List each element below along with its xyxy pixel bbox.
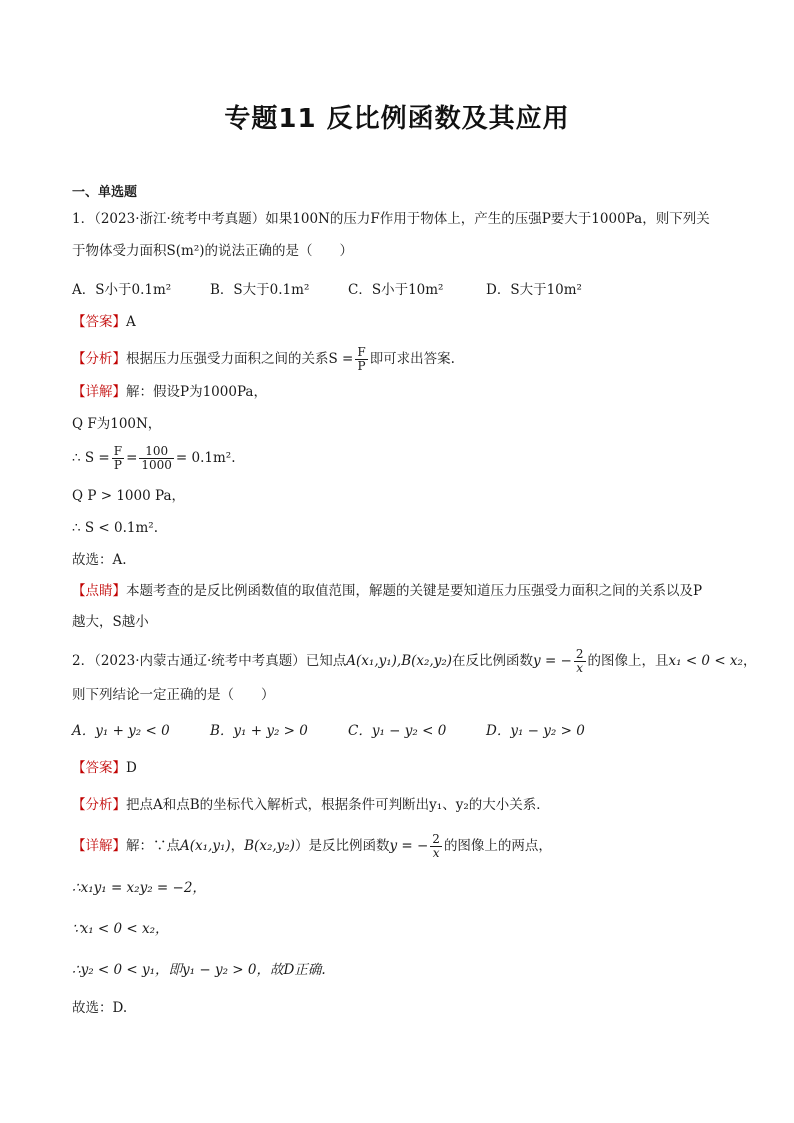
q1-analysis-fraction — [355, 346, 367, 373]
q2-stem-text-b: 在反比例函数 — [452, 653, 534, 669]
q1-comment — [72, 581, 702, 601]
q1-option-d: D．S大于10m² — [486, 282, 582, 298]
analysis-tag: 【分析】 — [72, 797, 126, 813]
q2-analysis — [72, 795, 550, 815]
q2-stem-fraction — [574, 648, 586, 675]
q2-detail-text-a: 解：∵点 — [126, 838, 180, 854]
q1-detail3-fraction2 — [139, 445, 174, 472]
section-heading: 一、单选题 — [72, 185, 138, 200]
q1-stem-line1: 1．（2023·浙江·统考中考真题）如果100N的压力F作用于物体上，产生的压强P要大于1000Pa，则下列关 — [72, 211, 710, 227]
fraction-denominator: 1000 — [141, 458, 172, 472]
q2-stem-line1 — [72, 645, 756, 677]
fraction-denominator: P — [113, 458, 122, 472]
q1-stem-unit: (m²) — [175, 243, 205, 259]
q1-option-b: B．S大于0.1m² — [210, 282, 310, 298]
q1-comment-line1: 本题考查的是反比例函数值的取值范围，解题的关键是要知道压力压强受力面积之间的关系以及P — [126, 583, 703, 599]
q1-detail3-equals: = — [126, 450, 138, 466]
q2-answer — [72, 758, 137, 778]
q2-option-a: A．y₁ + y₂ < 0 — [72, 723, 170, 739]
q1-detail-line1: 解：假设P为1000Pa， — [126, 384, 267, 400]
fraction-numerator: 2 — [432, 832, 440, 846]
detail-tag: 【详解】 — [72, 384, 126, 400]
fraction-denominator: P — [357, 359, 366, 373]
q2-detail-fraction — [430, 833, 442, 860]
q1-analysis-text-a: 根据压力压强受力面积之间的关系S = — [126, 351, 354, 367]
q2-detail-point-a: A(x₁,y₁) — [180, 838, 231, 854]
q1-detail3-text-b: = 0.1m². — [175, 450, 236, 466]
q2-options — [72, 721, 585, 741]
q1-answer-value: A — [126, 314, 136, 330]
q1-detail-line5: ∴ S < 0.1m². — [72, 520, 158, 536]
q2-detail-point-b: B(x₂,y₂) — [244, 838, 295, 854]
q2-step-3: ∴y₂ < 0 < y₁，即y₁ − y₂ > 0，故D正确. — [72, 962, 326, 978]
q1-stem-text-a: 于物体受力面积S — [72, 243, 176, 259]
fraction-numerator: F — [357, 345, 366, 359]
fraction-denominator: x — [432, 846, 440, 860]
q2-stem-text-c: 的图像上，且 — [587, 653, 669, 669]
q2-stem-text-a: 2．（2023·内蒙古通辽·统考中考真题）已知点 — [72, 653, 347, 669]
q2-stem-points: A(x₁,y₁),B(x₂,y₂) — [346, 653, 453, 669]
q2-conclusion: 故选：D. — [72, 1000, 128, 1016]
q2-option-b: B．y₁ + y₂ > 0 — [210, 723, 308, 739]
fraction-denominator: x — [576, 661, 584, 675]
q1-analysis — [72, 344, 455, 374]
q2-step-2: ∵x₁ < 0 < x₂， — [72, 921, 169, 937]
q2-detail-sep: ， — [230, 838, 245, 854]
q2-stem-text-d: ， — [742, 653, 757, 669]
fraction-numerator: F — [113, 444, 123, 458]
page-title: 专题11 反比例函数及其应用 — [224, 104, 570, 134]
q2-step-1: ∴x₁y₁ = x₂y₂ = −2， — [72, 880, 206, 896]
q1-option-a: A．S小于0.1m² — [72, 282, 172, 298]
q1-options — [72, 280, 582, 300]
q1-answer — [72, 312, 136, 332]
q1-conclusion: 故选：A. — [72, 552, 127, 568]
q2-stem-condition: x₁ < 0 < x₂ — [668, 653, 743, 669]
q2-detail-text-b: ）是反比例函数 — [294, 838, 390, 854]
q1-analysis-text-b: 即可求出答案. — [369, 351, 455, 367]
detail-tag: 【详解】 — [72, 838, 126, 854]
answer-tag: 【答案】 — [72, 314, 126, 330]
q2-option-c: C．y₁ − y₂ < 0 — [348, 723, 447, 739]
q2-option-d: D．y₁ − y₂ > 0 — [486, 723, 585, 739]
q2-analysis-text: 把点A和点B的坐标代入解析式，根据条件可判断出y₁、y₂的大小关系． — [126, 797, 550, 813]
comment-tag: 【点睛】 — [72, 583, 126, 599]
fraction-numerator: 2 — [575, 647, 584, 661]
q1-stem-line2 — [72, 241, 353, 261]
q1-detail — [72, 382, 267, 402]
q1-detail-line4: Q P > 1000 Pa， — [72, 488, 186, 504]
q2-answer-value: D — [126, 760, 137, 776]
q1-stem-text-b: 的说法正确的是（ ） — [204, 243, 353, 259]
fraction-numerator: 100 — [139, 445, 174, 459]
q2-detail — [72, 830, 552, 862]
q2-stem-line2: 则下列结论一定正确的是（ ） — [72, 687, 275, 703]
q1-option-c: C．S小于10m² — [348, 282, 444, 298]
q2-stem-function-lhs: y = − — [533, 653, 572, 669]
q1-detail3-fraction1 — [112, 445, 124, 472]
q1-detail-line2: Q F为100N， — [72, 416, 162, 432]
q1-detail-line3 — [72, 442, 236, 474]
analysis-tag: 【分析】 — [72, 351, 126, 367]
q2-detail-text-c: 的图像上的两点， — [443, 838, 552, 854]
answer-tag: 【答案】 — [72, 760, 126, 776]
q1-detail3-text-a: ∴ S = — [72, 450, 110, 466]
q2-detail-function-lhs: y = − — [389, 838, 429, 854]
q1-comment-line2: 越大，S越小 — [72, 614, 149, 630]
